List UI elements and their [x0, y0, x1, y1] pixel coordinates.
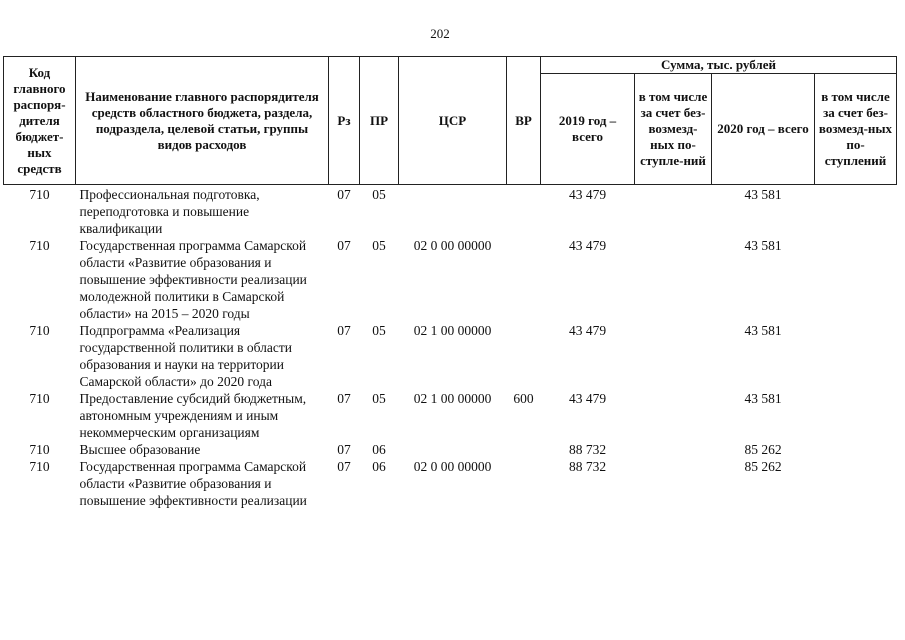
cell-rz: 07: [337, 459, 351, 474]
header-rz: Рз: [329, 57, 360, 185]
table-row: [4, 441, 897, 458]
page-number: 202: [430, 26, 450, 41]
table-row: [4, 185, 897, 238]
header-csr: ЦСР: [399, 57, 507, 185]
header-2020-free: в том числе за счет без-возмезд-ных по-ступлений: [815, 74, 897, 185]
budget-table: [3, 56, 897, 509]
cell-vr: [507, 185, 541, 238]
cell-vr: 600: [513, 391, 534, 406]
cell-pr: 06: [372, 459, 386, 474]
table-row: [4, 237, 897, 322]
header-2019-free: в том числе за счет без-возмезд-ных по-ступле-ний: [635, 74, 712, 185]
cell-csr: 02 0 00 00000: [413, 459, 492, 474]
cell-2020-total: 43 581: [744, 323, 782, 338]
cell-code: 710: [29, 442, 50, 457]
cell-vr: [507, 441, 541, 458]
cell-pr: 05: [372, 238, 386, 253]
cell-name: Государственная программа Самарской области «Развитие образования и повышение эффективности реализации: [79, 459, 307, 508]
cell-2019-free: [635, 237, 712, 322]
table-row: [4, 322, 897, 390]
cell-2020-total: 85 262: [744, 459, 782, 474]
cell-pr: 05: [372, 323, 386, 338]
cell-csr: [399, 185, 507, 238]
cell-2020-free: [815, 322, 897, 390]
cell-pr: 05: [372, 391, 386, 406]
header-2020-total: 2020 год – всего: [712, 74, 815, 185]
cell-2020-total: 43 581: [744, 391, 782, 406]
header-pr: ПР: [360, 57, 399, 185]
table-row: [4, 390, 897, 441]
header-sum-group: Сумма, тыс. рублей: [541, 57, 897, 74]
cell-2019-total: 43 479: [568, 238, 607, 253]
cell-2019-total: 88 732: [568, 442, 607, 457]
cell-2020-free: [815, 458, 897, 509]
header-code: Код главного распоря-дителя бюджет-ных средств: [4, 57, 76, 185]
cell-csr: 02 1 00 00000: [413, 323, 492, 338]
cell-pr: 06: [372, 442, 386, 457]
cell-name: Высшее образование: [79, 442, 201, 457]
cell-2020-total: 43 581: [744, 238, 782, 253]
cell-rz: 07: [337, 187, 351, 202]
cell-csr: [399, 441, 507, 458]
cell-name: Государственная программа Самарской области «Развитие образования и повышение эффективности реализации молодежной политики в Самарской области» на 2015 – 2020 годы: [79, 238, 307, 321]
cell-vr: [507, 458, 541, 509]
cell-2020-free: [815, 390, 897, 441]
cell-code: 710: [29, 323, 50, 338]
budget-table-container: [3, 56, 896, 509]
cell-code: 710: [29, 391, 50, 406]
cell-2019-total: 43 479: [568, 187, 607, 202]
cell-2019-free: [635, 441, 712, 458]
cell-name: Подпрограмма «Реализация государственной политики в области образования и науки на территории Самарской области» до 2020 года: [79, 323, 293, 389]
cell-2020-free: [815, 185, 897, 238]
header-vr: ВР: [507, 57, 541, 185]
cell-pr: 05: [372, 187, 386, 202]
cell-name: Профессиональная подготовка, переподготовка и повышение квалификации: [79, 187, 260, 236]
cell-2019-total: 43 479: [568, 323, 607, 338]
cell-2019-free: [635, 185, 712, 238]
cell-vr: [507, 322, 541, 390]
cell-vr: [507, 237, 541, 322]
cell-rz: 07: [337, 323, 351, 338]
cell-code: 710: [29, 238, 50, 253]
cell-2020-total: 43 581: [744, 187, 782, 202]
cell-2019-total: 43 479: [568, 391, 607, 406]
cell-2019-free: [635, 322, 712, 390]
cell-2019-free: [635, 458, 712, 509]
cell-rz: 07: [337, 238, 351, 253]
header-2019-total: 2019 год – всего: [541, 74, 635, 185]
cell-code: 710: [29, 187, 50, 202]
header-name: Наименование главного распорядителя средств областного бюджета, раздела, подраздела, целевой статьи, группы видов расходов: [76, 57, 329, 185]
cell-2019-total: 88 732: [568, 459, 607, 474]
cell-rz: 07: [337, 442, 351, 457]
cell-rz: 07: [337, 391, 351, 406]
cell-2020-free: [815, 441, 897, 458]
cell-code: 710: [29, 459, 50, 474]
cell-2020-total: 85 262: [744, 442, 782, 457]
cell-csr: 02 1 00 00000: [413, 391, 492, 406]
table-row: [4, 458, 897, 509]
cell-2020-free: [815, 237, 897, 322]
cell-name: Предоставление субсидий бюджетным, автономным учреждениям и иным некоммерческим организациям: [79, 391, 307, 440]
cell-csr: 02 0 00 00000: [413, 238, 492, 253]
cell-2019-free: [635, 390, 712, 441]
